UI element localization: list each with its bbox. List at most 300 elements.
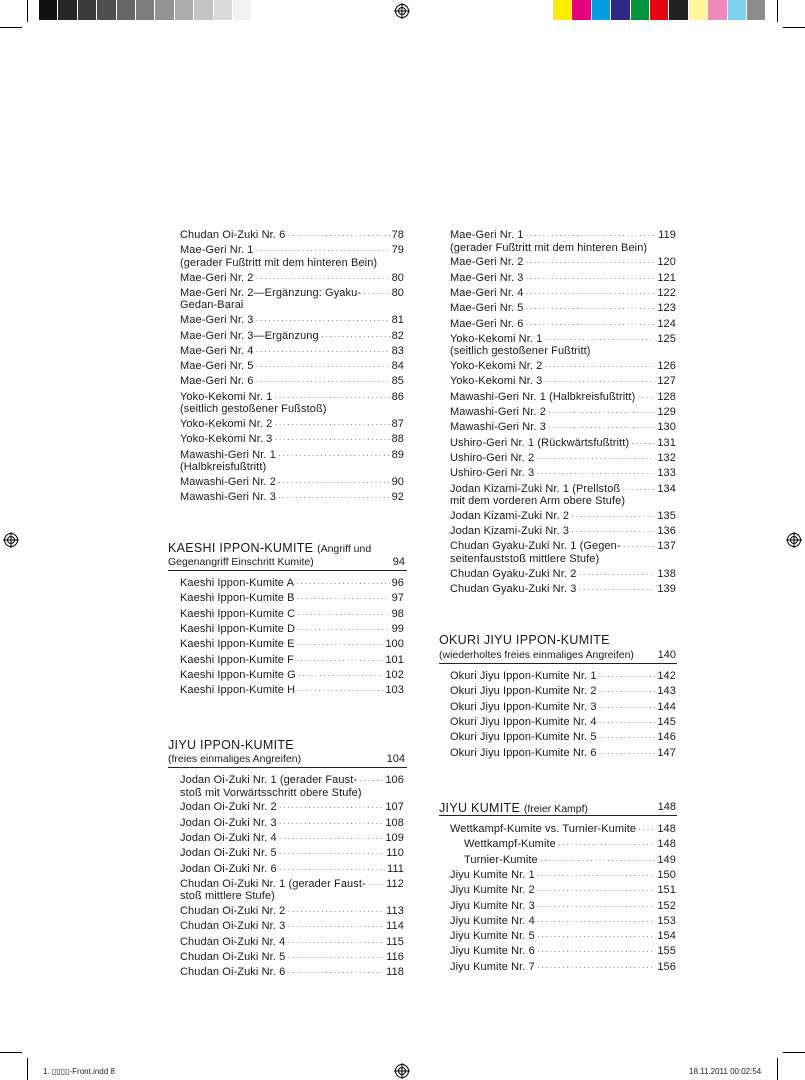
toc-leader-dots [599,701,656,714]
toc-entry-label: Mawashi-Geri Nr. 3 [450,421,546,434]
toc-entry-page: 138 [657,567,676,580]
toc-entry-page: 80 [391,286,404,299]
toc-entry-label: Kaeshi Ippon-Kumite G [180,668,296,681]
toc-leader-dots [637,391,655,404]
toc-entry-page: 113 [386,905,404,918]
toc-entry [180,669,404,682]
section-subtitle-jiyu-ippon: (freies einmaliges Angreifen) [168,753,302,765]
toc-entry-page: 122 [657,286,676,299]
toc-entry [450,685,676,698]
toc-entry [180,623,404,636]
toc-entry [180,592,404,605]
crop-mark [0,1052,22,1053]
toc-entry-label: Jiyu Kumite Nr. 7 [450,960,535,973]
toc-leader-dots [287,966,384,979]
toc-entry [464,854,676,867]
toc-entry [180,638,404,651]
toc-entry-label: Mae-Geri Nr. 3 [450,271,524,284]
toc-leader-dots [537,961,656,974]
toc-entry-page: 154 [657,930,676,943]
toc-entry-label: Yoko-Kekomi Nr. 1 [450,332,543,345]
toc-entry-page: 108 [385,816,404,829]
toc-leader-dots [287,229,389,242]
toc-entry-page: 106 [385,774,404,786]
toc-entry-page: 83 [391,344,404,357]
slug-timestamp: 18.11.2011 00:02:54 [689,1067,762,1076]
color-swatch [572,0,591,20]
toc-entry-label: Kaeshi Ippon-Kumite B [180,592,295,605]
toc-leader-dots [256,345,390,358]
toc-entry-page: 147 [657,746,676,759]
color-swatch [58,0,77,20]
toc-entry-label: Jodan Oi-Zuki Nr. 2 [180,801,277,814]
toc-leader-dots [296,654,383,667]
toc-leader-dots [544,375,655,388]
toc-entry-sublabel: (seitlich gestoßener Fußstoß) [180,403,327,416]
toc-entry-label: Chudan Gyaku-Zuki Nr. 2 [450,567,577,580]
toc-leader-dots [526,272,656,285]
toc-leader-dots [278,449,390,462]
toc-leader-dots [599,747,656,760]
toc-leader-dots [526,287,656,300]
toc-entry-page: 96 [391,577,404,589]
color-swatch [214,0,233,20]
color-swatch [97,0,116,20]
color-swatch [194,0,213,20]
gray-color-bar [39,0,252,20]
toc-leader-dots [363,287,389,300]
toc-entry-label: Ushiro-Geri Nr. 3 [450,467,535,480]
color-swatch [553,0,572,20]
toc-entry [450,437,676,450]
section-title-okuri: OKURI JIYU IPPON-KUMITE [439,633,610,647]
toc-entry-page: 112 [386,877,404,890]
process-color-bar [553,0,766,20]
crop-mark [27,0,28,22]
toc-entry-sublabel: stoß mit Vorwärtsschritt obere Stufe) [180,786,362,799]
toc-entry-label: Okuri Jiyu Ippon-Kumite Nr. 6 [450,746,597,759]
crop-mark [777,1058,778,1080]
toc-entry-page: 130 [657,421,676,434]
toc-entry [450,583,676,596]
toc-entry-page: 102 [385,668,404,681]
toc-leader-dots [297,684,383,697]
toc-leader-dots [279,847,384,860]
toc-entry-label: Jodan Kizami-Zuki Nr. 3 [450,525,570,538]
toc-entry-label: Jodan Kizami-Zuki Nr. 2 [450,509,570,522]
toc-entry-sublabel: mit dem vorderen Arm obere Stufe) [450,495,626,507]
toc-entry-label: Yoko-Kekomi Nr. 2 [180,418,273,430]
toc-entry-page: 81 [391,314,404,327]
toc-leader-dots [526,318,656,331]
toc-entry-page: 103 [385,684,404,697]
toc-entry [450,823,676,836]
toc-entry-label: Jiyu Kumite Nr. 5 [450,930,535,943]
toc-entry-page: 89 [391,448,404,461]
color-swatch [233,0,252,20]
crop-mark [783,1052,805,1053]
toc-entry [450,884,676,897]
color-swatch [689,0,708,20]
toc-entry [180,314,404,327]
toc-entry-label: Mawashi-Geri Nr. 2 [180,475,276,488]
color-swatch [611,0,630,20]
toc-entry-page: 78 [391,229,404,241]
section-title-kaeshi: KAESHI IPPON-KUMITE (Angriff und [168,541,372,555]
toc-entry-page: 137 [657,540,676,553]
toc-leader-dots [274,418,389,431]
toc-entry-label: Mae-Geri Nr. 3—Ergänzung [180,329,319,342]
toc-entry-label: Jiyu Kumite Nr. 3 [450,899,535,912]
section-page-jiyu-ippon: 104 [386,753,405,765]
toc-entry-label: Chudan Oi-Zuki Nr. 2 [180,905,286,918]
toc-leader-dots [256,244,390,257]
toc-leader-dots [544,333,655,346]
toc-entry [180,905,404,918]
toc-entry [180,774,404,799]
toc-entry-page: 114 [386,920,404,933]
toc-entry-label: Okuri Jiyu Ippon-Kumite Nr. 4 [450,715,597,728]
toc-entry-page: 101 [385,653,404,666]
toc-entry [180,287,404,312]
toc-entry-label: Jodan Oi-Zuki Nr. 6 [180,862,277,875]
toc-entry-label: Kaeshi Ippon-Kumite E [180,638,295,651]
toc-leader-dots [298,669,384,682]
toc-entry-label: Mawashi-Geri Nr. 1 (Halbkreisfußtritt) [450,390,636,403]
toc-leader-dots [548,421,655,434]
toc-entry-label: Ushiro-Geri Nr. 2 [450,451,535,464]
toc-entry-page: 90 [391,475,404,488]
toc-leader-dots [578,568,655,581]
toc-entry-label: Mae-Geri Nr. 2—Ergänzung: Gyaku- [180,286,362,299]
toc-entry [180,577,404,590]
toc-entry-label: Jiyu Kumite Nr. 6 [450,945,535,958]
toc-entry [450,900,676,913]
toc-entry-label: Mae-Geri Nr. 5 [180,360,254,373]
toc-entry-page: 80 [391,271,404,284]
section-title-jiyu-ippon: JIYU IPPON-KUMITE [168,738,294,752]
toc-leader-dots [537,900,656,913]
registration-mark-icon [394,3,410,19]
toc-entry-page: 120 [657,256,676,269]
crop-mark [0,27,22,28]
toc-entry-page: 84 [391,360,404,373]
toc-leader-dots [256,360,390,373]
toc-leader-dots [536,467,655,480]
toc-entry-label: Mae-Geri Nr. 4 [180,344,254,357]
toc-entry [450,670,676,683]
toc-entry-page: 97 [391,592,404,605]
toc-leader-dots [544,360,655,373]
toc-leader-dots [537,869,656,882]
toc-leader-dots [368,878,384,891]
toc-entry-label: Mae-Geri Nr. 5 [450,302,524,315]
toc-entry-label: Kaeshi Ippon-Kumite H [180,684,296,697]
slug-filename: 1. ▯▯▯▯-Front.indd 8 [43,1067,115,1076]
toc-entry-page: 98 [391,607,404,620]
toc-entry [450,525,676,538]
toc-entry [180,391,404,416]
toc-entry-label: Ushiro-Geri Nr. 1 (Rückwärtsfußtritt) [450,436,630,449]
toc-leader-dots [540,854,656,867]
toc-entry-label: Chudan Oi-Zuki Nr. 6 [180,966,286,979]
toc-entry [450,375,676,388]
toc-entry-page: 116 [386,951,404,963]
toc-entry-page: 119 [658,229,676,241]
toc-entry-label: Yoko-Kekomi Nr. 3 [450,375,543,388]
toc-entry [180,920,404,933]
toc-entry [180,817,404,830]
toc-leader-dots [537,884,656,897]
toc-entry [180,433,404,446]
toc-entry-label: Yoko-Kekomi Nr. 3 [180,433,273,446]
toc-entry-sublabel: Gedan-Barai [180,299,244,312]
toc-entry-label: Yoko-Kekomi Nr. 1 [180,390,273,403]
toc-entry [180,654,404,667]
toc-leader-dots [279,832,384,845]
toc-entry-label: Jodan Oi-Zuki Nr. 1 (gerader Faust- [180,774,358,786]
toc-entry-label: Jodan Oi-Zuki Nr. 3 [180,816,277,829]
toc-leader-dots [536,452,655,465]
toc-entry-page: 110 [386,847,404,860]
registration-mark-icon [786,532,802,548]
toc-entry-page: 133 [657,467,676,480]
toc-entry-label: Mae-Geri Nr. 1 [450,229,524,241]
color-swatch [117,0,136,20]
toc-entry-label: Mae-Geri Nr. 3 [180,314,254,327]
toc-entry [450,568,676,581]
toc-entry-page: 87 [391,418,404,430]
toc-leader-dots [599,716,656,729]
toc-entry-label: Kaeshi Ippon-Kumite D [180,622,296,635]
toc-entry-label: Chudan Oi-Zuki Nr. 4 [180,935,286,948]
toc-entry-label: Chudan Oi-Zuki Nr. 6 [180,229,286,241]
toc-entry-page: 136 [657,525,676,538]
toc-entry-label: Wettkampf-Kumite vs. Turnier-Kumite [450,823,637,835]
crop-mark [783,27,805,28]
toc-entry [180,847,404,860]
toc-entry [450,287,676,300]
toc-entry-label: Mae-Geri Nr. 2 [180,271,254,284]
toc-entry [450,391,676,404]
toc-leader-dots [578,583,655,596]
color-swatch [136,0,155,20]
toc-entry-label: Kaeshi Ippon-Kumite F [180,653,294,666]
color-swatch [650,0,669,20]
toc-entry-page: 144 [657,700,676,713]
color-swatch [78,0,97,20]
toc-leader-dots [537,945,656,958]
toc-entry [450,360,676,373]
toc-entry-label: Kaeshi Ippon-Kumite A [180,577,295,589]
toc-entry [180,345,404,358]
toc-leader-dots [297,608,389,621]
toc-entry-label: Okuri Jiyu Ippon-Kumite Nr. 3 [450,700,597,713]
toc-entry-label: Okuri Jiyu Ippon-Kumite Nr. 1 [450,670,597,682]
color-swatch [747,0,766,20]
registration-mark-icon [394,1063,410,1079]
toc-entry-label: Chudan Gyaku-Zuki Nr. 3 [450,583,577,595]
toc-leader-dots [622,483,655,496]
toc-leader-dots [558,838,655,851]
section-page-okuri: 140 [657,649,676,661]
toc-leader-dots [599,670,656,683]
toc-entry-label: Jiyu Kumite Nr. 2 [450,884,535,897]
toc-entry [450,747,676,760]
toc-entry [180,476,404,489]
toc-entry-page: 156 [657,960,676,973]
toc-entry [180,878,404,903]
toc-entry-page: 131 [657,436,676,449]
toc-entry [450,256,676,269]
toc-entry [450,229,676,254]
toc-entry-label: Mawashi-Geri Nr. 3 [180,491,276,504]
toc-entry-sublabel: seitenfauststoß mittlere Stufe) [450,552,600,565]
section-subtitle-kaeshi: Gegenangriff Einschritt Kumite) [168,556,314,568]
toc-entry-sublabel: (gerader Fußtritt mit dem hinteren Bein) [450,241,648,254]
toc-leader-dots [638,823,655,836]
toc-entry [180,684,404,697]
section-rule [168,767,407,768]
toc-entry-label: Chudan Gyaku-Zuki Nr. 1 (Gegen- [450,540,621,553]
toc-entry-page: 129 [657,406,676,418]
toc-entry [450,483,676,508]
toc-entry [450,540,676,565]
toc-entry [180,229,404,242]
section-rule [168,570,407,571]
toc-leader-dots [278,476,390,489]
color-swatch [669,0,688,20]
toc-entry-page: 143 [657,685,676,698]
toc-entry-page: 115 [386,935,404,948]
toc-leader-dots [537,930,656,943]
toc-entry-label: Mawashi-Geri Nr. 1 [180,448,276,461]
toc-entry [450,421,676,434]
toc-leader-dots [526,302,656,315]
toc-entry [180,330,404,343]
toc-entry [464,838,676,851]
color-swatch [631,0,650,20]
toc-entry-sublabel: (gerader Fußtritt mit dem hinteren Bein) [180,256,378,269]
section-page-jiyu-kumite: 148 [657,801,676,813]
toc-entry [180,418,404,431]
toc-entry-page: 99 [391,622,404,635]
toc-entry-label: Kaeshi Ippon-Kumite C [180,607,296,620]
toc-entry [450,272,676,285]
toc-entry [450,945,676,958]
toc-entry-page: 92 [391,491,404,504]
crop-mark [777,0,778,22]
toc-entry-page: 125 [657,332,676,345]
toc-leader-dots [321,330,390,343]
toc-entry [180,449,404,474]
toc-leader-dots [274,391,389,404]
toc-entry [180,863,404,876]
toc-leader-dots [278,491,390,504]
toc-leader-dots [548,406,655,419]
toc-entry [450,869,676,882]
toc-leader-dots [571,510,655,523]
toc-entry [450,406,676,419]
toc-entry [450,731,676,744]
toc-entry-page: 135 [657,509,676,522]
toc-entry [450,930,676,943]
toc-leader-dots [296,577,390,590]
color-swatch [708,0,727,20]
toc-entry-page: 127 [657,375,676,388]
toc-entry [180,272,404,285]
toc-entry-page: 146 [657,731,676,744]
toc-leader-dots [256,314,390,327]
toc-entry-page: 109 [385,831,404,844]
toc-leader-dots [623,540,656,553]
toc-entry-label: Yoko-Kekomi Nr. 2 [450,360,543,373]
toc-entry-label: Wettkampf-Kumite [464,838,556,851]
toc-entry [450,961,676,974]
toc-entry-label: Okuri Jiyu Ippon-Kumite Nr. 2 [450,685,597,698]
toc-entry [450,467,676,480]
toc-leader-dots [599,685,656,698]
toc-entry [450,716,676,729]
toc-leader-dots [279,801,384,814]
toc-entry-label: Mae-Geri Nr. 6 [450,317,524,330]
toc-entry-label: Jodan Kizami-Zuki Nr. 1 (Prellstoß [450,482,621,495]
toc-entry [180,491,404,504]
toc-entry-page: 149 [657,853,676,866]
toc-leader-dots [599,731,656,744]
toc-entry-label: Mae-Geri Nr. 1 [180,244,254,257]
toc-entry-page: 124 [657,317,676,330]
toc-entry-page: 79 [391,244,404,257]
toc-entry-page: 139 [657,583,676,595]
toc-entry [180,951,404,964]
toc-entry-page: 85 [391,375,404,388]
toc-entry [180,360,404,373]
toc-leader-dots [297,623,389,636]
section-rule [439,663,677,664]
toc-entry-page: 82 [391,329,404,342]
toc-leader-dots [287,936,384,949]
toc-entry-page: 142 [657,670,676,682]
section-title-jiyu-kumite: JIYU KUMITE (freier Kampf) [439,801,589,815]
toc-entry [180,936,404,949]
toc-entry-label: Mae-Geri Nr. 6 [180,375,254,388]
toc-leader-dots [297,592,390,605]
toc-leader-dots [279,863,385,876]
toc-leader-dots [359,774,383,787]
toc-leader-dots [287,951,384,964]
toc-entry-page: 107 [385,801,404,814]
toc-entry [450,701,676,714]
toc-entry-sublabel: (seitlich gestoßener Fußtritt) [450,345,591,358]
color-swatch [175,0,194,20]
toc-leader-dots [537,915,656,928]
registration-mark-icon [3,532,19,548]
toc-entry [450,510,676,523]
toc-entry-page: 100 [385,638,404,651]
toc-leader-dots [256,272,390,285]
toc-entry-label: Turnier-Kumite [464,853,538,866]
toc-leader-dots [287,905,384,918]
toc-entry-label: Jiyu Kumite Nr. 4 [450,914,535,927]
toc-entry-page: 152 [657,899,676,912]
color-swatch [39,0,58,20]
toc-entry-page: 132 [657,451,676,464]
toc-entry-label: Jodan Oi-Zuki Nr. 5 [180,847,277,860]
toc-entry [450,318,676,331]
toc-entry [450,915,676,928]
toc-leader-dots [526,256,656,269]
